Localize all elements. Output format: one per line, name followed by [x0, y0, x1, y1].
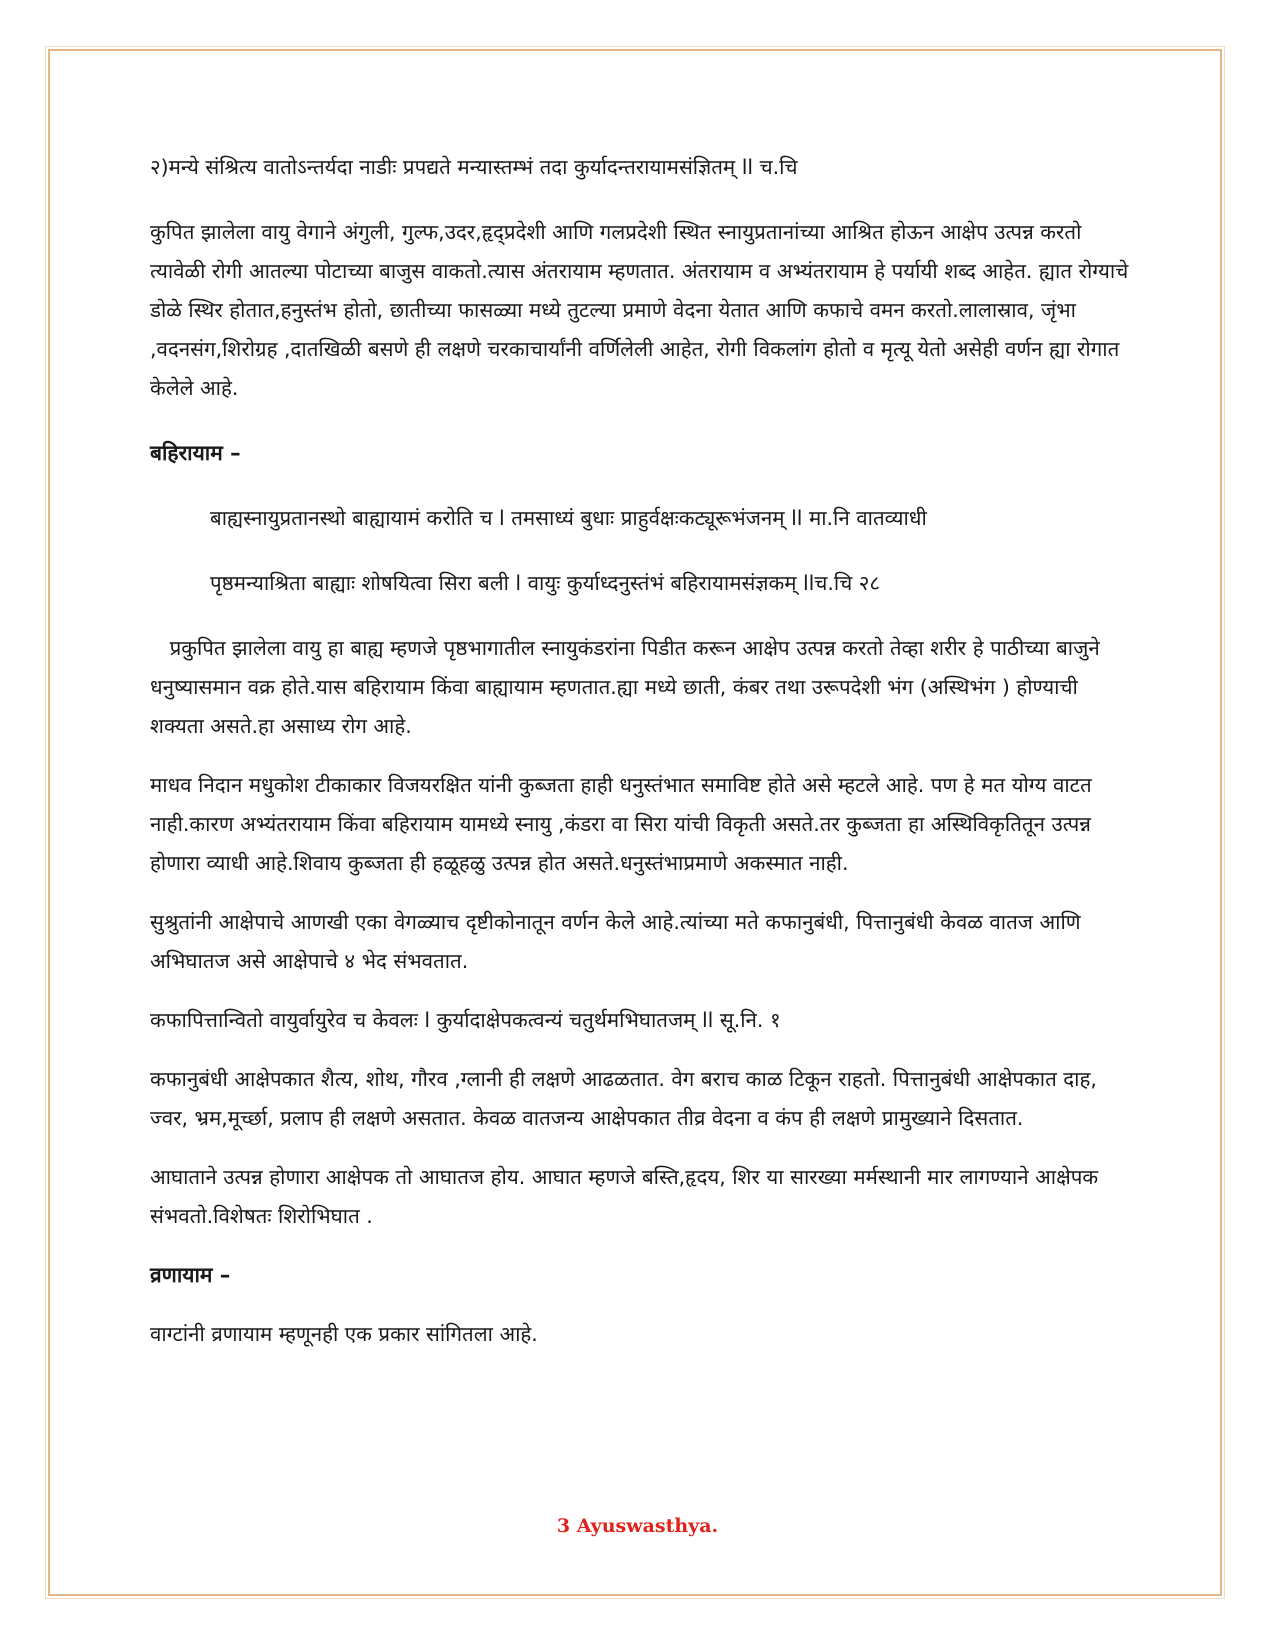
- heading-bahirayam: बहिरायाम –: [150, 441, 241, 465]
- body-paragraph-kubjata: माधव निदान मधुकोश टीकाकार विजयरक्षित यांनी कुब्जता हाही धनुस्तंभात समाविष्ट होते असे म्हटले आहे. पण हे मत योग्य वाटत नाही.कारण अभ्यंतरायाम किंवा बहिरायाम यामध्ये स्नायु ,कंडरा वा सिरा यांची विकृती असते.तर कुब्जता हा अस्थिविकृतितून उत्पन्न होणारा व्याधी आहे.शिवाय कुब्जता ही हळूहळु उत्पन्न होत असते.धनुस्तंभाप्रमाणे अकस्मात नाही.: [150, 773, 1092, 875]
- verse-paragraph-2: बाह्यस्नायुप्रतानस्थो बाह्यायामं करोति च l तमसाध्यं बुधाः प्राहुर्वक्षःकट्यूरूभंजनम् ll मा.नि वातव्याधी: [210, 506, 927, 530]
- body-paragraph-aghataj: आघाताने उत्पन्न होणारा आक्षेपक तो आघातज होय. आघात म्हणजे बस्ति,हृदय, शिर या सारख्या मर्मस्थानी मार लागण्याने आक्षेपक संभवतो.विशेषतः शिरोभिघात .: [150, 1165, 1099, 1228]
- body-paragraph-bahirayam: प्रकुपित झालेला वायु हा बाह्य म्हणजे पृष्ठभागातील स्नायुकंडरांना पिडीत करून आक्षेप उत्पन्न करतो तेव्हा शरीर हे पाठीच्या बाजुने धनुष्यासमान वक्र होते.यास बहिरायाम किंवा बाह्यायाम म्हणतात.ह्या मध्ये छाती, कंबर तथा उरूपदेशी भंग (अस्थिभंग ) होण्याची शक्यता असते.हा असाध्य रोग आहे.: [150, 636, 1107, 738]
- document-body: [150, 148, 1135, 1354]
- body-paragraph-sushruta: सुश्रुतांनी आक्षेपाचे आणखी एका वेगळ्याच दृष्टीकोनातून वर्णन केले आहे.त्यांच्या मते कफानुबंधी, पित्तानुबंधी केवळ वातज आणि अभिघातज असे आक्षेपाचे ४ भेद संभवतात.: [150, 910, 1081, 973]
- body-paragraph-kaphanubandhi: कफानुबंधी आक्षेपकात शैत्य, शोथ, गौरव ,ग्लानी ही लक्षणे आढळतात. वेग बराच काळ टिकून राहतो. पित्तानुबंधी आक्षेपकात दाह, ज्वर, भ्रम,मूर्च्छा, प्रलाप ही लक्षणे असतात. केवळ वातजन्य आक्षेपकात तीव्र वेदना व कंप ही लक्षणे प्रामुख्याने दिसतात.: [150, 1067, 1097, 1130]
- verse-paragraph-1: २)मन्ये संश्रित्य वातोऽन्तर्यदा नाडीः प्रपद्यते मन्यास्तम्भं तदा कुर्यादन्तरायामसंज्ञितम् ll च.चि: [150, 155, 798, 179]
- page-footer: 3 Ayuswasthya.: [556, 1515, 719, 1537]
- heading-vranayam: व्रणायाम –: [150, 1263, 231, 1287]
- verse-paragraph-3: पृष्ठमन्याश्रिता बाह्याः शोषयित्वा सिरा बली l वायुः कुर्याध्दनुस्तंभं बहिरायामसंज्ञकम् llच.चि २८: [210, 571, 881, 595]
- body-paragraph-antarayam: कुपित झालेला वायु वेगाने अंगुली, गुल्फ,उदर,हृद्प्रदेशी आणि गलप्रदेशी स्थित स्नायुप्रतानांच्या आश्रित होऊन आक्षेप उत्पन्न करतो त्यावेळी रोगी आतल्या पोटाच्या बाजुस वाकतो.त्यास अंतरायाम म्हणतात. अंतरायाम व अभ्यंतरायाम हे पर्यायी शब्द आहेत. ह्यात रोग्याचे डोळे स्थिर होतात,हनुस्तंभ होतो, छातीच्या फासळ्या मध्ये तुटल्या प्रमाणे वेदना येतात आणि कफाचे वमन करतो.लालास्राव, जृंभा ,वदनसंग,शिरोग्रह ,दातखिळी बसणे ही लक्षणे चरकाचार्यांनी वर्णिलेली आहेत, रोगी विकलांग होतो व मृत्यू येतो असेही वर्णन ह्या रोगात केलेले आहे.: [150, 220, 1129, 400]
- verse-paragraph-4: कफापित्तान्वितो वायुर्वायुरेव च केवलः l कुर्यादाक्षेपकत्वन्यं चतुर्थमभिघातजम् ll सू.नि. १: [150, 1008, 781, 1032]
- body-paragraph-vranayam: वाग्टांनी व्रणायाम म्हणूनही एक प्रकार सांगितला आहे.: [150, 1322, 538, 1346]
